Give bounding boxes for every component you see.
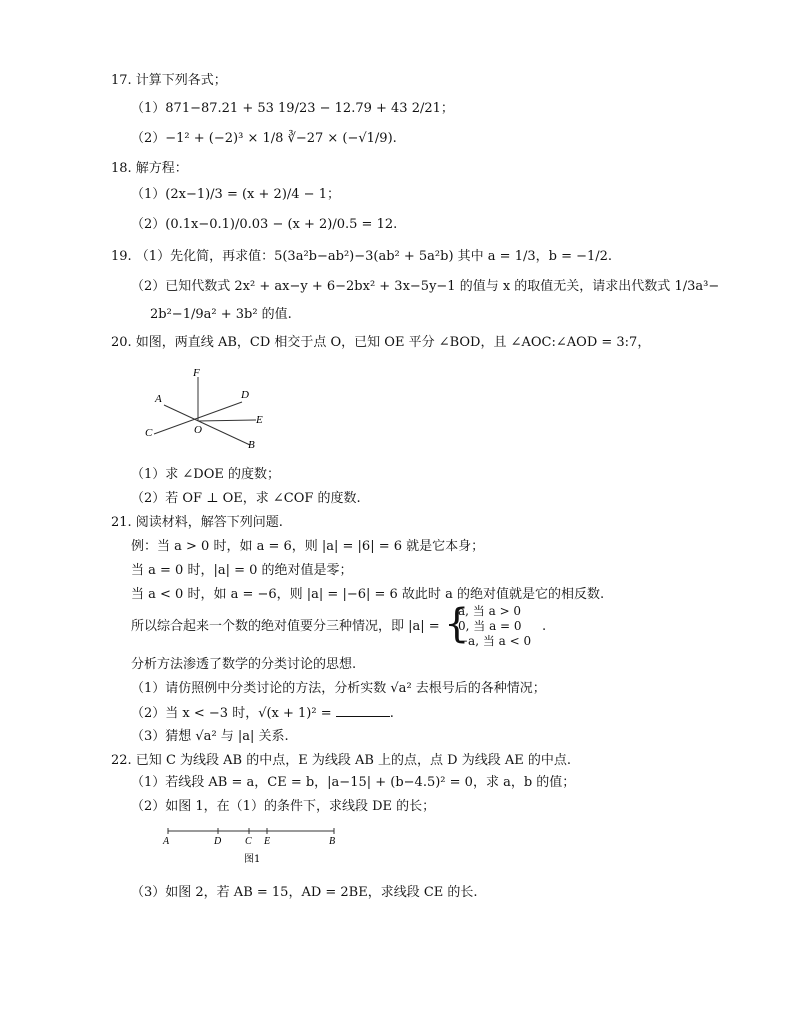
q21-part2-text: （2）当 x < −3 时，√(x + 1)² = xyxy=(131,706,332,721)
q21-part2-end: . xyxy=(389,706,394,721)
q22-part3: （3）如图 2，若 AB = 15，AD = 2BE，求线段 CE 的长. xyxy=(131,885,478,900)
figure1-caption: 图1 xyxy=(244,854,261,865)
q17-part1: （1）871−87.21 + 53 19/23 − 12.79 + 43 2/21； xyxy=(131,101,454,116)
q19-part2: （2）已知代数式 2x² + ax−y + 6−2bx² + 3x−5y−1 的值与 x 的取值无关，请求出代数式 1/3a³− xyxy=(131,279,720,294)
q19-part2-cont: 2b²−1/9a² + 3b² 的值. xyxy=(150,307,292,322)
q18-part2: （2）(0.1x−0.1)/0.03 − (x + 2)/0.5 = 12. xyxy=(131,217,398,232)
seg-label-B: B xyxy=(329,836,336,847)
q21-part1: （1）请仿照例中分类讨论的方法，分析实数 √a² 去根号后的各种情况； xyxy=(131,681,546,696)
piecewise-brace: { xyxy=(444,601,470,647)
q19-part1: 19. （1）先化简，再求值：5(3a²b−ab²)−3(ab² + 5a²b) 其中 a = 1/3，b = −1/2. xyxy=(111,249,613,264)
q21-line3: 当 a < 0 时，如 a = −6，则 |a| = |−6| = 6 故此时 a 的绝对值就是它的相反数. xyxy=(131,587,605,602)
label-F: F xyxy=(193,367,200,379)
q18-title: 18. 解方程： xyxy=(111,161,188,176)
label-E: E xyxy=(256,414,263,426)
q21-line4-end: . xyxy=(542,619,547,634)
seg-label-A: A xyxy=(163,836,170,847)
q21-case2: 0, 当 a = 0 xyxy=(458,619,522,633)
q21-line5: 分析方法渗透了数学的分类讨论的思想. xyxy=(131,657,357,672)
q22-part2: （2）如图 1，在（1）的条件下，求线段 DE 的长； xyxy=(131,799,436,814)
q21-line1: 例：当 a > 0 时，如 a = 6，则 |a| = |6| = 6 就是它本身； xyxy=(131,539,485,554)
q21-part3: （3）猜想 √a² 与 |a| 关系. xyxy=(131,729,289,744)
q20-part2: （2）若 OF ⊥ OE，求 ∠COF 的度数. xyxy=(131,491,361,506)
answer-blank xyxy=(336,704,390,717)
label-O: O xyxy=(194,424,202,436)
q20-angle-figure xyxy=(140,364,280,454)
q17-part2: （2）−1² + (−2)³ × 1/8 ∛−27 × (−√1/9). xyxy=(131,131,397,146)
label-A: A xyxy=(155,393,162,405)
seg-label-D: D xyxy=(214,836,222,847)
q21-case3: −a, 当 a < 0 xyxy=(458,634,532,648)
label-C: C xyxy=(145,427,153,439)
seg-label-E: E xyxy=(264,836,271,847)
q17-title: 17. 计算下列各式； xyxy=(111,73,227,88)
q21-case1: a, 当 a > 0 xyxy=(458,604,522,618)
q21-line4: 所以综合起来一个数的绝对值要分三种情况，即 |a| = xyxy=(131,619,440,634)
q18-part1: （1）(2x−1)/3 = (x + 2)/4 − 1； xyxy=(131,187,340,202)
q21-title: 21. 阅读材料，解答下列问题. xyxy=(111,515,283,530)
q22-part1: （1）若线段 AB = a，CE = b，|a−15| + (b−4.5)² = 0，求 a，b 的值； xyxy=(131,775,576,790)
q20-part1: （1）求 ∠DOE 的度数； xyxy=(131,467,280,482)
seg-label-C: C xyxy=(245,836,252,847)
q22-title: 22. 已知 C 为线段 AB 的中点，E 为线段 AB 上的点，点 D 为线段 AE 的中点. xyxy=(111,753,572,768)
label-B: B xyxy=(248,439,255,451)
q22-segment-figure xyxy=(160,822,350,868)
label-D: D xyxy=(241,389,249,401)
q21-line2: 当 a = 0 时，|a| = 0 的绝对值是零； xyxy=(131,563,353,578)
q21-part2 xyxy=(131,704,394,723)
q20-title: 20. 如图，两直线 AB，CD 相交于点 O，已知 OE 平分 ∠BOD，且 ∠AOC:∠AOD = 3:7， xyxy=(111,335,651,350)
